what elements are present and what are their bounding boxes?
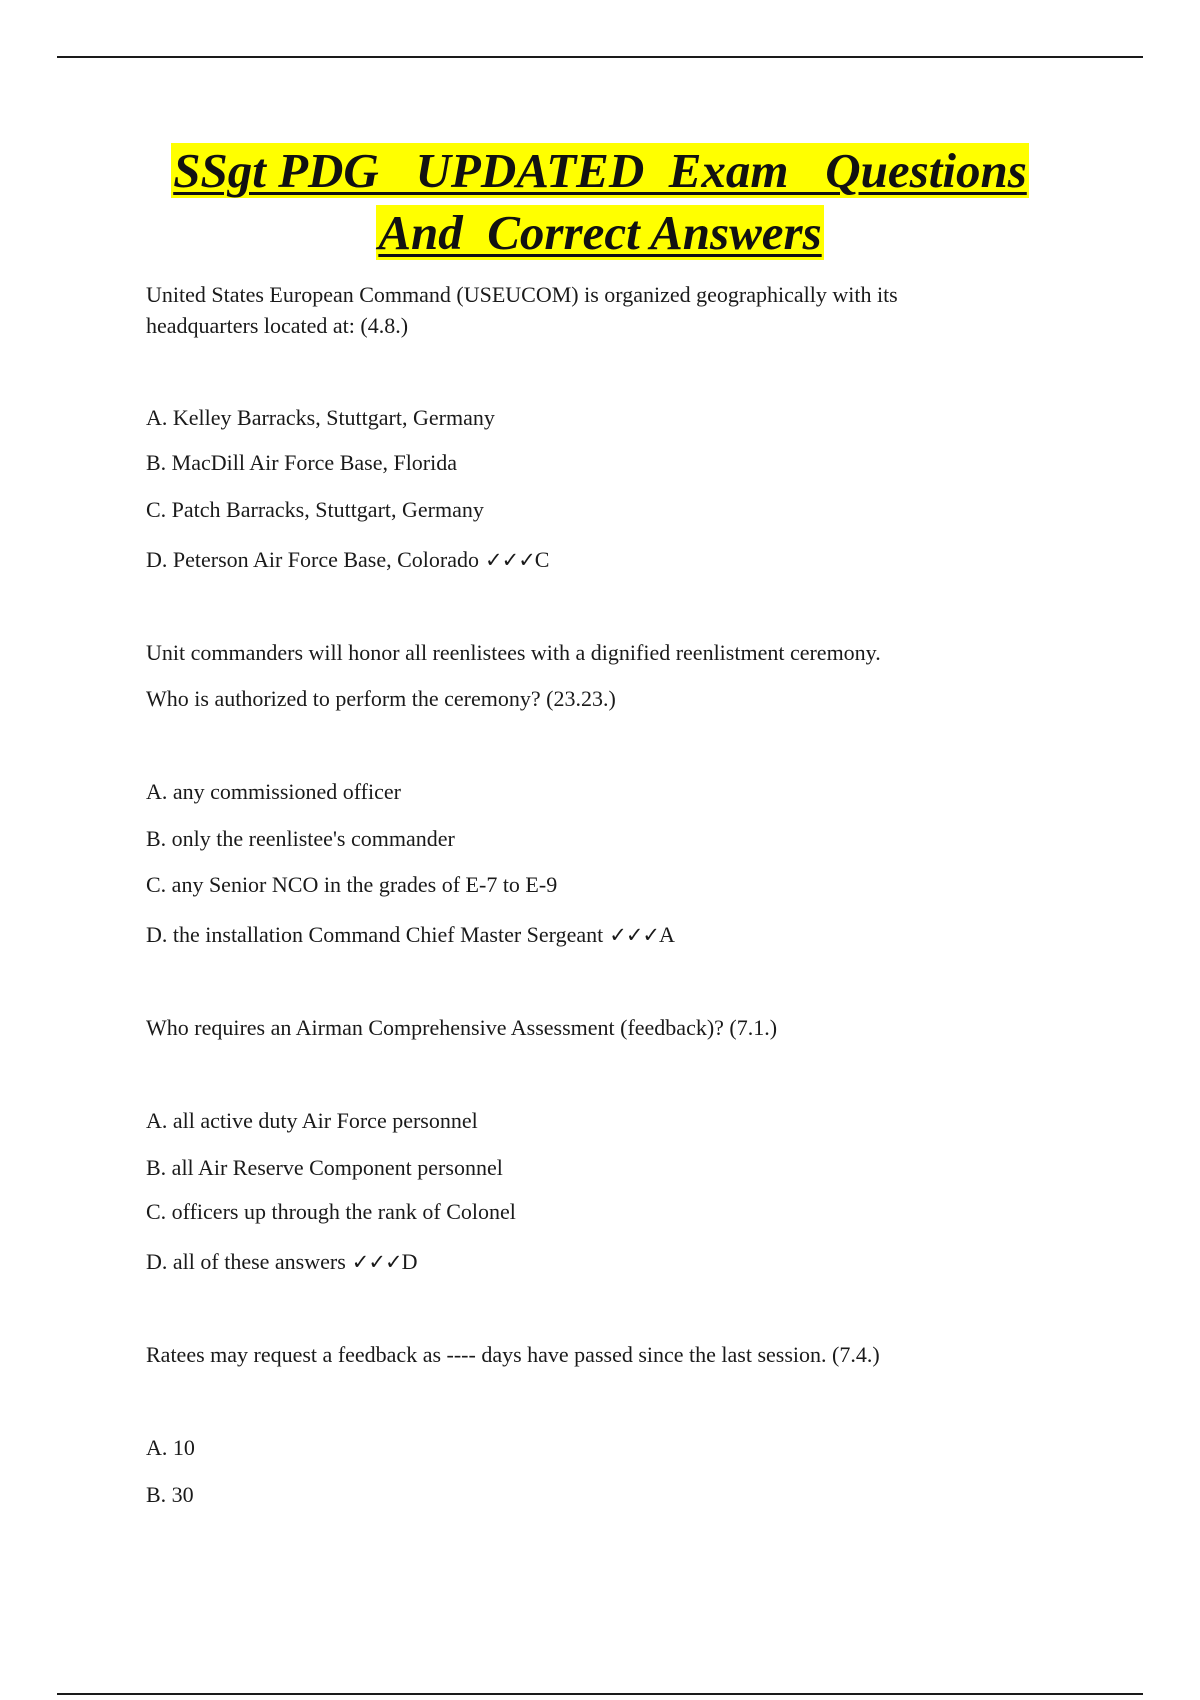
question-1-option-c: C. Patch Barracks, Stuttgart, Germany: [146, 497, 484, 522]
question-2-prompt-line-1: Unit commanders will honor all reenlistees with a dignified reenlistment ceremony.: [146, 640, 881, 665]
question-4-option-a: A. 10: [146, 1435, 195, 1460]
question-3-prompt: Who requires an Airman Comprehensive Assessment (feedback)? (7.1.): [146, 1015, 778, 1040]
question-3-answer: D: [401, 1249, 418, 1274]
question-1-answer: C: [534, 547, 550, 572]
question-2-option-b: B. only the reenlistee's commander: [146, 826, 455, 851]
question-1-option-d-row: [146, 544, 549, 576]
question-3-option-b: B. all Air Reserve Component personnel: [146, 1155, 503, 1180]
question-4-prompt: Ratees may request a feedback as ---- days have passed since the last session. (7.4.): [146, 1342, 880, 1367]
document-title: [170, 140, 1030, 264]
question-1-option-d: D. Peterson Air Force Base, Colorado: [146, 547, 479, 572]
question-2-option-d: D. the installation Command Chief Master Sergeant: [146, 922, 604, 947]
question-3-option-a: A. all active duty Air Force personnel: [146, 1108, 478, 1133]
question-2-prompt-line-2: Who is authorized to perform the ceremony? (23.23.): [146, 686, 616, 711]
question-1-option-b: B. MacDill Air Force Base, Florida: [146, 450, 458, 475]
question-4-option-b: B. 30: [146, 1482, 194, 1507]
header-rule: [57, 56, 1143, 58]
question-2-option-d-row: [146, 919, 675, 951]
question-2-option-a: A. any commissioned officer: [146, 779, 401, 804]
question-1-option-a: A. Kelley Barracks, Stuttgart, Germany: [146, 405, 495, 430]
question-2-option-c: C. any Senior NCO in the grades of E-7 to E-9: [146, 872, 558, 897]
question-2-answer: A: [659, 922, 675, 947]
checkmark-icon: ✓✓✓: [609, 923, 660, 947]
checkmark-icon: ✓✓✓: [485, 548, 535, 572]
question-3-option-d: D. all of these answers: [146, 1249, 346, 1274]
title-line-2: And Correct Answers: [378, 205, 822, 260]
question-1-prompt: United States European Command (USEUCOM) is organized geographically with its headquarters located at: (4.8.): [146, 282, 898, 338]
footer-rule: [57, 1693, 1143, 1695]
question-3-option-c: C. officers up through the rank of Colonel: [146, 1199, 516, 1224]
title-line-1: SSgt PDG UPDATED Exam Questions: [173, 143, 1027, 198]
checkmark-icon: ✓✓✓: [351, 1250, 402, 1274]
question-3-option-d-row: [146, 1246, 417, 1278]
